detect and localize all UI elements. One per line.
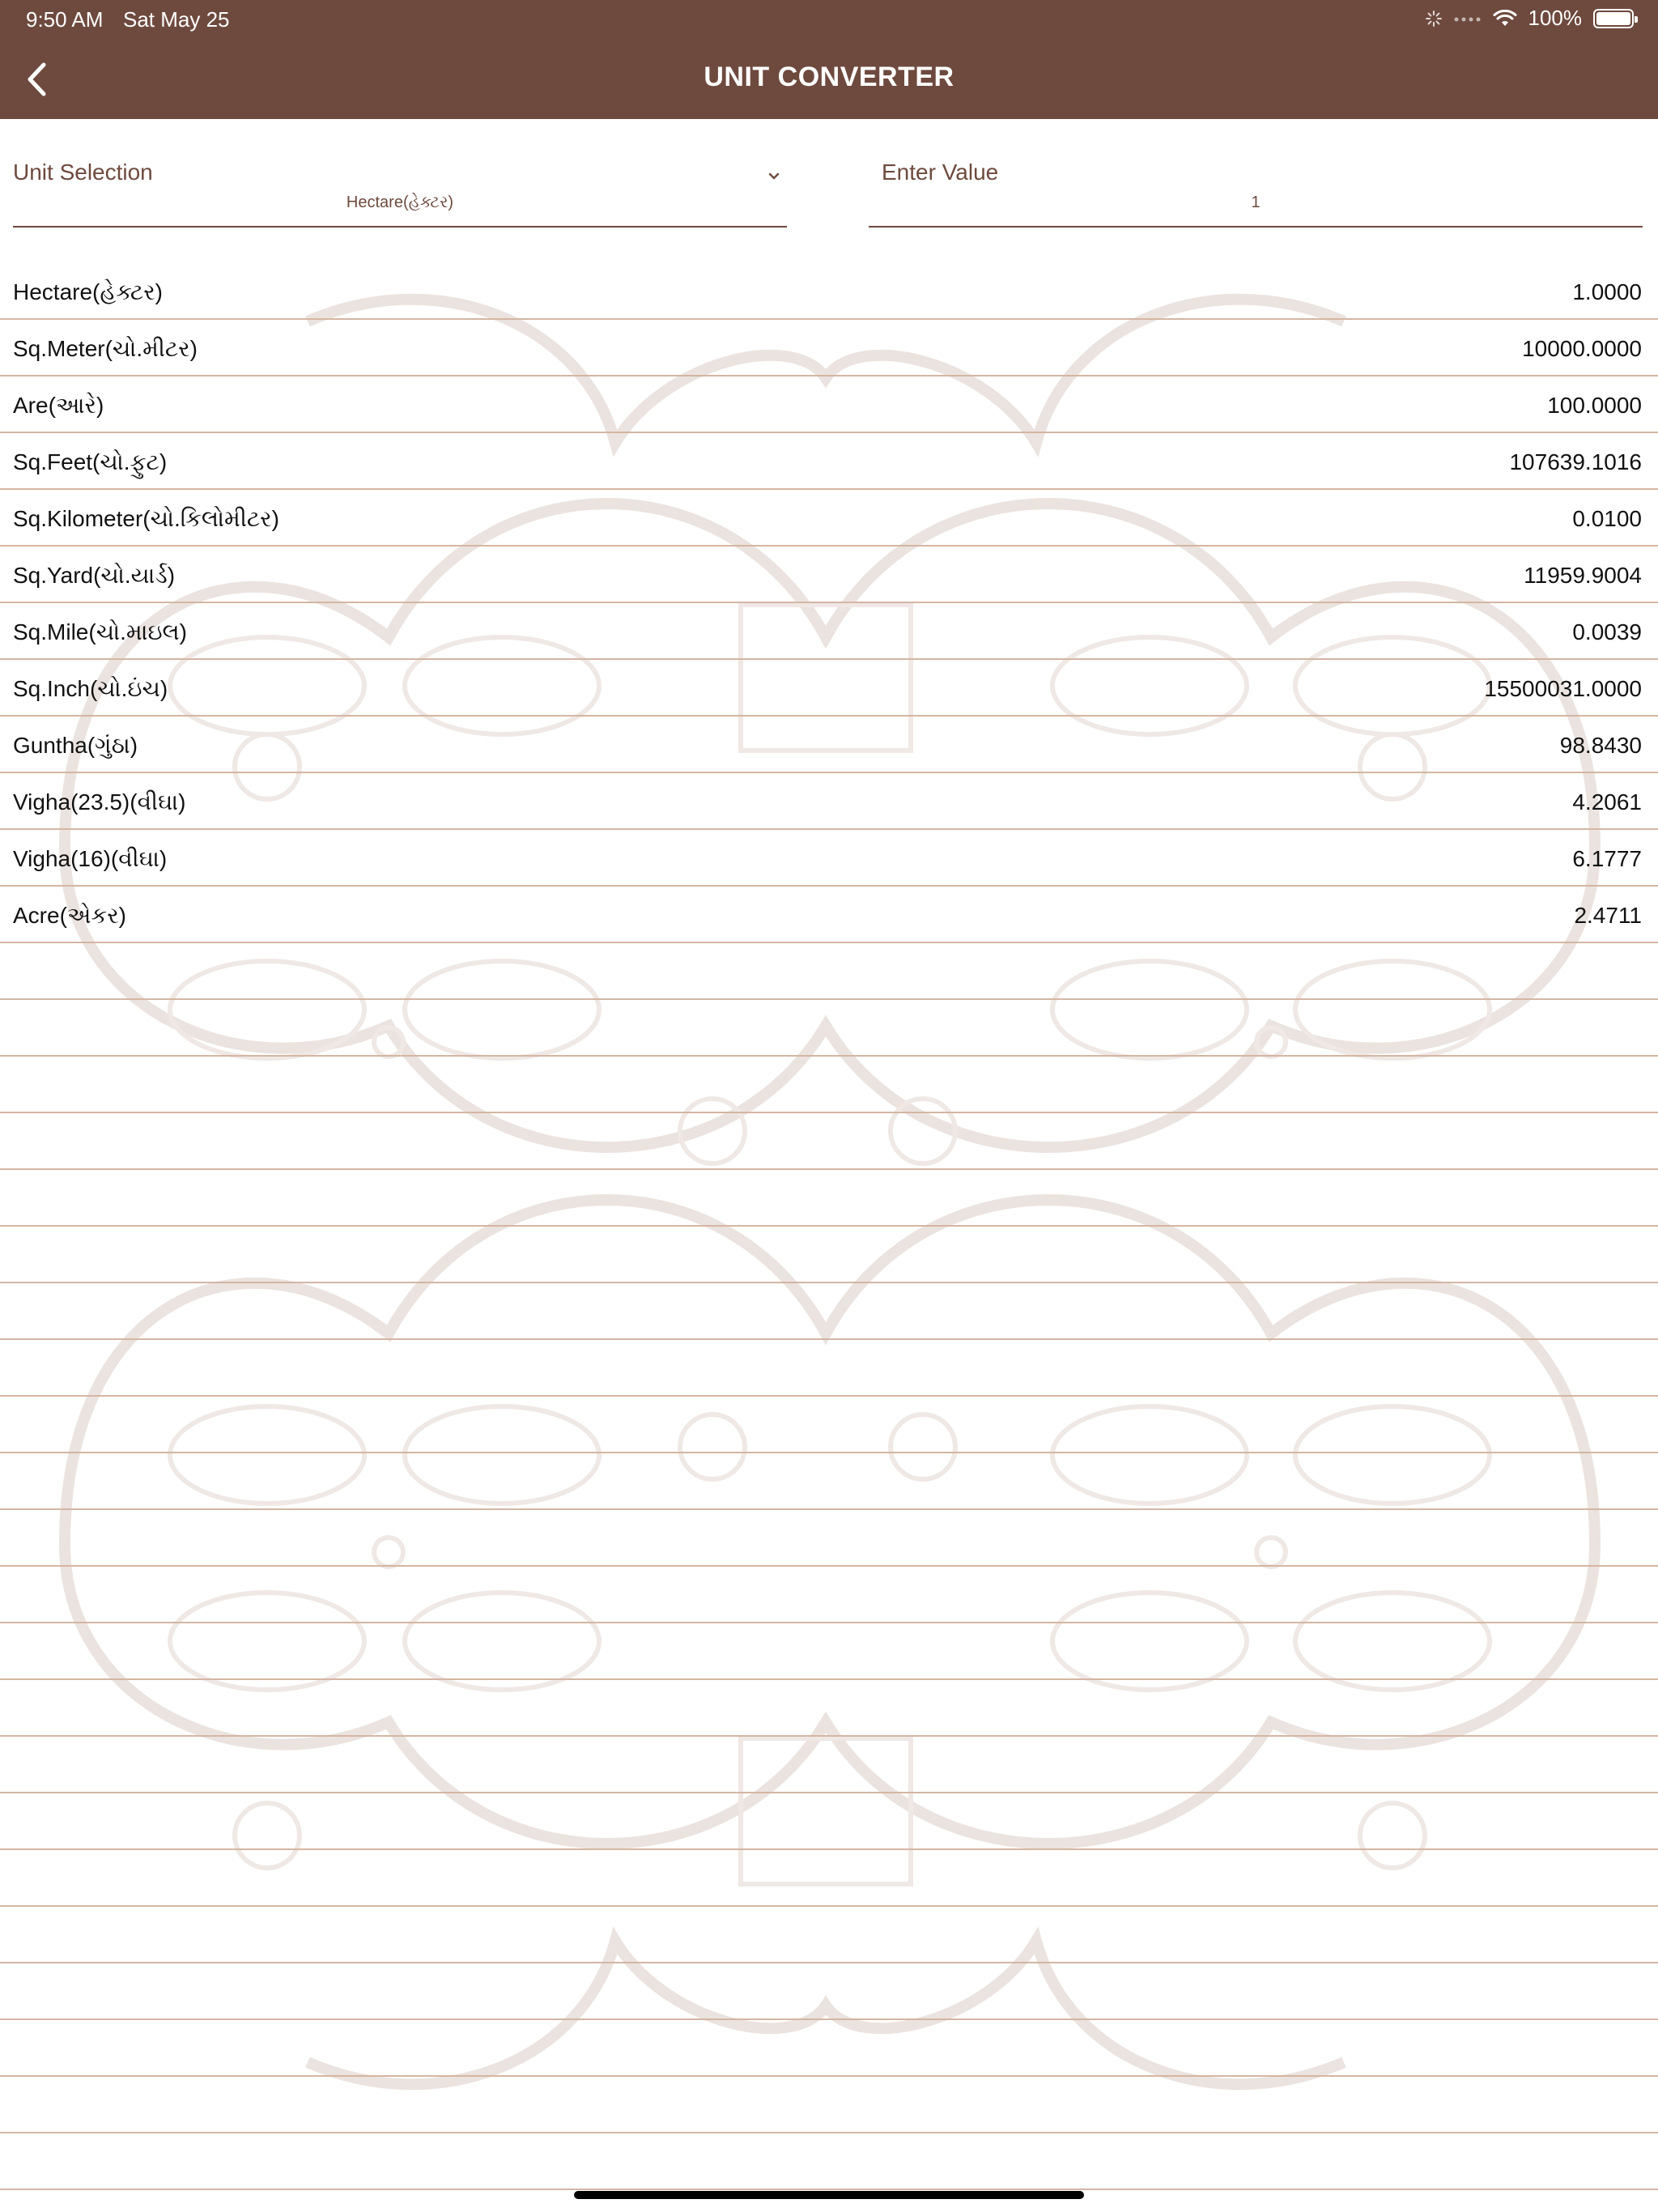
unit-label: Sq.Yard(ચો.યાર્ડ) — [13, 563, 176, 588]
unit-label: Vigha(23.5)(વીઘા) — [13, 789, 186, 815]
chevron-down-icon — [764, 166, 784, 185]
home-indicator — [574, 2191, 1084, 2199]
unit-label: Guntha(ગુંઠા) — [13, 733, 138, 758]
list-item — [0, 717, 1658, 773]
unit-label: Sq.Kilometer(ચો.કિલોમીટર) — [13, 506, 279, 531]
row-divider — [0, 1735, 1658, 1737]
row-divider — [0, 2132, 1658, 2133]
row-divider — [0, 1338, 1658, 1340]
row-divider — [0, 1225, 1658, 1227]
empty-list-area — [0, 943, 1658, 2190]
list-item — [0, 887, 1658, 943]
list-item — [0, 320, 1658, 376]
status-date: Sat May 25 — [123, 7, 230, 32]
signal-dots-icon — [1454, 15, 1482, 23]
unit-value: 6.1777 — [1572, 846, 1642, 871]
converter-form — [0, 119, 1658, 240]
unit-value: 4.2061 — [1572, 789, 1642, 815]
loading-spinner-icon — [1425, 10, 1443, 28]
row-divider — [0, 1678, 1658, 1680]
row-divider — [0, 1622, 1658, 1623]
list-item — [0, 433, 1658, 490]
unit-value: 1.0000 — [1572, 279, 1642, 304]
row-divider — [0, 998, 1658, 1000]
row-divider — [0, 1395, 1658, 1397]
row-divider — [0, 2075, 1658, 2077]
list-item — [0, 263, 1658, 320]
unit-selection-label: Unit Selection — [13, 160, 153, 185]
list-item — [0, 830, 1658, 887]
unit-value: 15500031.0000 — [1484, 676, 1642, 701]
list-item — [0, 603, 1658, 660]
list-item — [0, 547, 1658, 603]
status-time: 9:50 AM — [26, 7, 104, 32]
page-title: UNIT CONVERTER — [704, 62, 954, 92]
unit-value: 0.0039 — [1572, 619, 1642, 644]
unit-selection-value: Hectare(હેક્ટર) — [346, 194, 454, 211]
unit-value: 98.8430 — [1559, 733, 1642, 758]
unit-label: Sq.Inch(ચો.ઇંચ) — [13, 676, 168, 701]
unit-value: 100.0000 — [1547, 393, 1642, 418]
row-divider — [0, 1168, 1658, 1170]
unit-label: Sq.Feet(ચો.ફુટ) — [13, 449, 168, 474]
unit-value: 0.0100 — [1572, 506, 1642, 531]
unit-label: Are(આરે) — [13, 393, 104, 418]
row-divider — [0, 1905, 1658, 1907]
row-divider — [0, 2189, 1658, 2190]
list-item — [0, 660, 1658, 717]
unit-label: Acre(એકર) — [13, 903, 127, 928]
unit-value: 2.4711 — [1574, 903, 1642, 928]
unit-label: Sq.Mile(ચો.માઇલ) — [13, 619, 187, 644]
battery-icon — [1593, 9, 1634, 28]
status-indicators — [1425, 6, 1635, 31]
unit-selection-dropdown[interactable] — [13, 160, 787, 228]
row-divider — [0, 1112, 1658, 1113]
row-divider — [0, 1962, 1658, 1963]
list-item — [0, 376, 1658, 433]
unit-label: Vigha(16)(વીઘા) — [13, 846, 168, 871]
list-item — [0, 490, 1658, 547]
enter-value-text: 1 — [1251, 194, 1261, 211]
status-bar — [0, 0, 1658, 39]
unit-label: Sq.Meter(ચો.મીટર) — [13, 336, 198, 361]
battery-percentage: 100% — [1528, 6, 1582, 30]
unit-value: 11959.9004 — [1524, 563, 1642, 588]
app-header — [0, 0, 1658, 119]
enter-value-label: Enter Value — [882, 160, 999, 185]
value-input[interactable] — [869, 160, 1643, 228]
wifi-icon — [1493, 10, 1517, 28]
results-list — [0, 263, 1658, 943]
row-divider — [0, 1055, 1658, 1057]
row-divider — [0, 1792, 1658, 1793]
row-divider — [0, 1565, 1658, 1567]
unit-label: Hectare(હેક્ટર) — [13, 279, 164, 304]
row-divider — [0, 1452, 1658, 1453]
unit-value: 10000.0000 — [1522, 336, 1642, 361]
row-divider — [0, 2018, 1658, 2020]
row-divider — [0, 1848, 1658, 1850]
row-divider — [0, 1508, 1658, 1510]
unit-value: 107639.1016 — [1509, 449, 1642, 474]
list-item — [0, 773, 1658, 830]
row-divider — [0, 1282, 1658, 1283]
